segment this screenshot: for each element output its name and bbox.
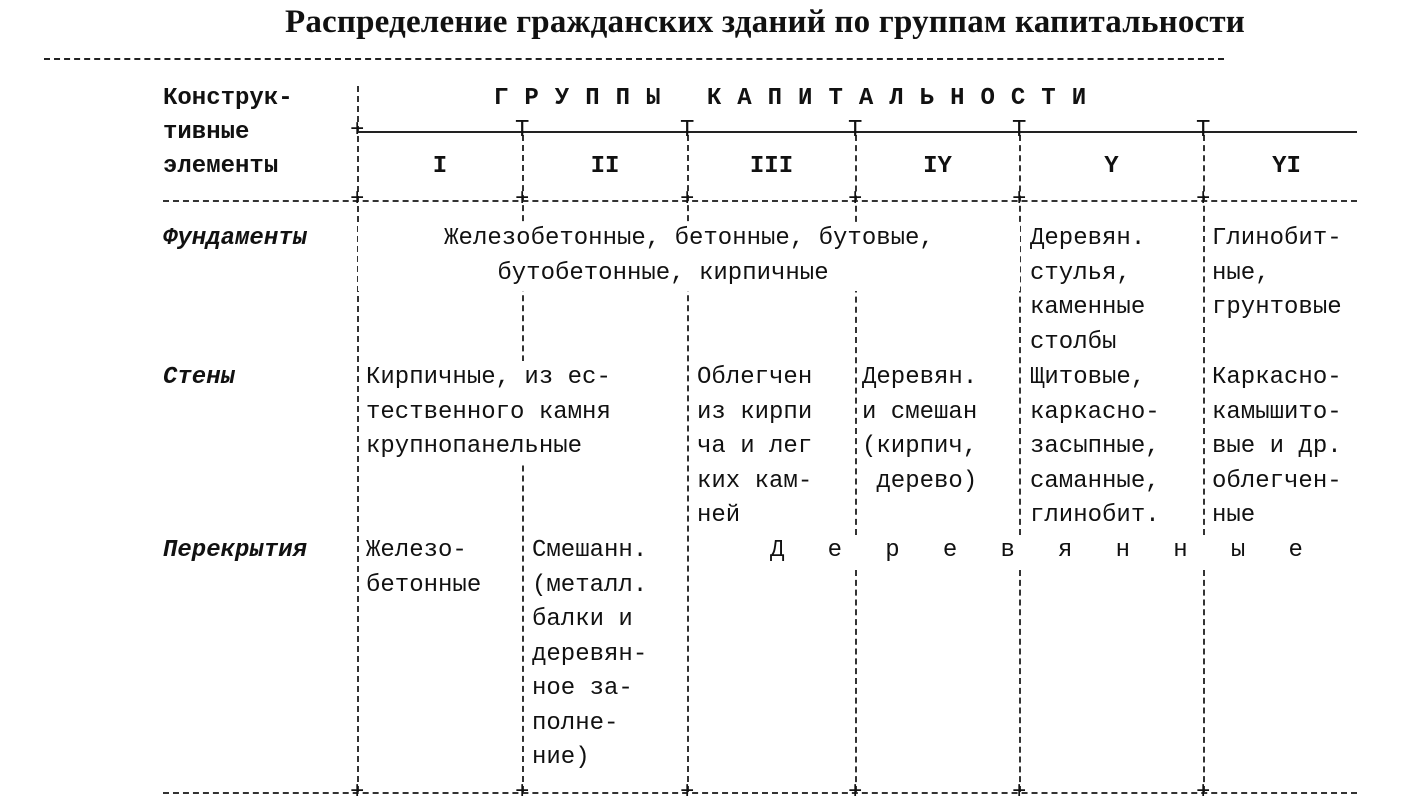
group-label-3: III bbox=[749, 153, 794, 180]
cell-line: каменные bbox=[1030, 294, 1146, 321]
cell-line: ней bbox=[697, 502, 741, 529]
cell-line: Глинобит- bbox=[1212, 225, 1342, 252]
cell-line: Железо- bbox=[366, 537, 467, 564]
title-rule bbox=[44, 58, 1224, 60]
cell-line: Щитовые, bbox=[1030, 364, 1146, 391]
row-label-walls: Стены bbox=[163, 364, 236, 391]
junction-plus: + bbox=[680, 779, 695, 806]
cell-line: Кирпичные, из ес- bbox=[366, 364, 611, 391]
cell-line: вые и др. bbox=[1212, 433, 1342, 460]
cell-line: Деревян. bbox=[862, 364, 978, 391]
cell-line: камышито- bbox=[1212, 398, 1342, 426]
junction-t: T bbox=[680, 117, 695, 144]
cell-line: ные bbox=[1212, 502, 1256, 529]
table-bottom-rule bbox=[163, 792, 1357, 794]
elements-header-line-2: тивные bbox=[163, 119, 250, 146]
cell-line: засыпные, bbox=[1030, 433, 1160, 460]
cell-line: бетонные bbox=[366, 571, 482, 599]
junction-plus: + bbox=[848, 779, 863, 806]
floors-groups-3-6: Д е р е в я н н ы е bbox=[770, 537, 1303, 564]
cell-line: облегчен- bbox=[1212, 467, 1342, 495]
walls-group-5 bbox=[1030, 361, 1160, 534]
groups-title: Г Р У П П Ы К А П И Т А Л Ь Н О С Т И bbox=[494, 85, 1087, 112]
junction-t: T bbox=[1196, 117, 1211, 144]
junction-plus: + bbox=[1196, 186, 1211, 213]
junction-t: T bbox=[1012, 117, 1027, 144]
cell-line: полне- bbox=[532, 709, 619, 737]
cell-line: дерево) bbox=[862, 467, 978, 495]
foundations-group-5 bbox=[1030, 222, 1145, 360]
junction-t: T bbox=[848, 117, 863, 144]
junction-plus: + bbox=[350, 779, 365, 806]
cell-line: (металл. bbox=[532, 571, 648, 599]
group-label-2: II bbox=[590, 153, 620, 180]
junction-plus: + bbox=[1012, 186, 1027, 213]
cell-line: ча и лег bbox=[697, 433, 813, 460]
junction-plus: + bbox=[350, 117, 365, 144]
junction-plus: + bbox=[350, 186, 365, 213]
cell-line: тественного камня bbox=[366, 398, 611, 426]
floors-group-1 bbox=[366, 534, 481, 603]
cell-line: крупнопанельные bbox=[366, 433, 583, 460]
cell-line: из кирпи bbox=[697, 398, 813, 426]
group-label-1: I bbox=[432, 153, 448, 180]
junction-plus: + bbox=[680, 186, 695, 213]
cell-line: Железобетонные, бетонные, бутовые, bbox=[444, 225, 934, 252]
col-divider-4-5-lower bbox=[1019, 570, 1021, 792]
junction-plus: + bbox=[848, 186, 863, 213]
junction-t: T bbox=[515, 117, 530, 144]
elements-header-line-3: элементы bbox=[163, 153, 279, 180]
row-label-foundations: Фундаменты bbox=[163, 225, 308, 252]
col-divider-3-4-lower bbox=[855, 570, 857, 792]
junction-plus: + bbox=[515, 186, 530, 213]
cell-line: бутобетонные, кирпичные bbox=[358, 257, 968, 292]
walls-group-6 bbox=[1212, 361, 1342, 534]
cell-line: Облегчен bbox=[697, 364, 813, 391]
junction-plus: + bbox=[515, 779, 530, 806]
cell-line: ное за- bbox=[532, 675, 633, 702]
cell-line: (кирпич, bbox=[862, 433, 978, 460]
foundations-group-6 bbox=[1212, 222, 1342, 326]
cell-line: саманные, bbox=[1030, 467, 1160, 495]
junction-plus: + bbox=[1196, 779, 1211, 806]
cell-line: и смешан bbox=[862, 398, 978, 426]
cell-line: столбы bbox=[1030, 328, 1117, 356]
walls-group-3 bbox=[697, 361, 812, 534]
walls-groups-1-2 bbox=[366, 361, 611, 465]
cell-line: грунтовые bbox=[1212, 294, 1342, 321]
cell-line: стулья, bbox=[1030, 259, 1131, 287]
cell-line: деревян- bbox=[532, 640, 648, 668]
cell-line: ные, bbox=[1212, 259, 1270, 287]
group-label-6: YI bbox=[1272, 153, 1301, 180]
page-title: Распределение гражданских зданий по группам капитальности bbox=[284, 4, 1246, 40]
floors-group-2 bbox=[532, 534, 647, 776]
col-divider-5-6-lower bbox=[1203, 570, 1205, 792]
cell-line: балки и bbox=[532, 606, 633, 633]
header-bottom-rule bbox=[163, 200, 1357, 202]
cell-line: каркасно- bbox=[1030, 398, 1160, 426]
elements-header-line-1: Конструк- bbox=[163, 85, 293, 112]
cell-line: Деревян. bbox=[1030, 225, 1146, 252]
cell-line: Смешанн. bbox=[532, 537, 648, 564]
cell-line: глинобит. bbox=[1030, 502, 1160, 529]
group-label-5: Y bbox=[1104, 153, 1119, 180]
group-label-4: IY bbox=[923, 153, 952, 180]
cell-line: Каркасно- bbox=[1212, 364, 1342, 391]
walls-group-4 bbox=[862, 361, 977, 499]
row-label-floors: Перекрытия bbox=[163, 537, 308, 564]
junction-plus: + bbox=[1012, 779, 1027, 806]
cell-line: ких кам- bbox=[697, 467, 813, 495]
cell-line: ние) bbox=[532, 744, 590, 771]
foundations-groups-1-4 bbox=[358, 222, 1020, 291]
